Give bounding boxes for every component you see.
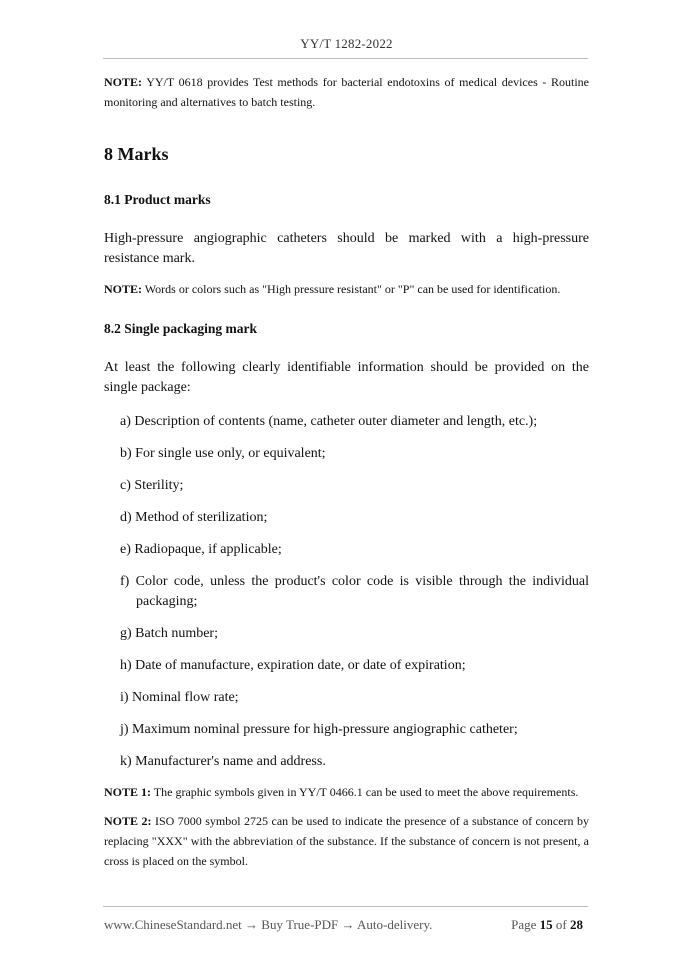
list-item: c) Sterility;	[120, 478, 184, 493]
list-item: g) Batch number;	[120, 626, 218, 641]
product-marks-paragraph: High-pressure angiographic catheters should be marked with a high-pressure resistance mark.	[104, 231, 589, 266]
footer-link[interactable]: www.ChineseStandard.net → Buy True-PDF → Auto-delivery.	[104, 917, 433, 932]
list-item: e) Radiopaque, if applicable;	[120, 542, 282, 557]
packaging-intro-paragraph: At least the following clearly identifiable information should be provided on the single package:	[104, 360, 589, 395]
page-body	[104, 72, 589, 871]
total-pages: 28	[570, 917, 583, 932]
note-text: The graphic symbols given in YY/T 0466.1 can be used to meet the above requirements.	[151, 785, 579, 799]
list-item: f) Color code, unless the product's color code is visible through the individual packaging;	[120, 574, 589, 609]
list-item: i) Nominal flow rate;	[120, 690, 239, 705]
page-of: of	[552, 917, 570, 932]
note-1-graphic-symbols	[104, 782, 589, 802]
note-text: Words or colors such as "High pressure resistant" or "P" can be used for identification.	[142, 282, 561, 296]
page-header: YY/T 1282-2022	[300, 36, 393, 51]
subsection-heading-product-marks: 8.1 Product marks	[104, 192, 211, 207]
note-identification	[104, 279, 589, 299]
list-item: a) Description of contents (name, catheter outer diameter and length, etc.);	[120, 414, 538, 429]
note-text: ISO 7000 symbol 2725 can be used to indicate the presence of a substance of concern by replacing "XXX" with the abbreviation of the substance. If the substance of concern is not present, a cross is placed on the symbol.	[104, 814, 589, 868]
list-item: d) Method of sterilization;	[120, 510, 268, 525]
note-text: YY/T 0618 provides Test methods for bacterial endotoxins of medical devices - Routine monitoring and alternatives to batch testing.	[104, 75, 589, 109]
section-heading-marks: 8 Marks	[104, 144, 169, 164]
current-page: 15	[539, 917, 553, 932]
note-bacterial-endotoxins	[104, 72, 589, 112]
subsection-heading-single-packaging-mark: 8.2 Single packaging mark	[104, 321, 258, 336]
note-label: NOTE:	[104, 282, 143, 296]
list-item: k) Manufacturer's name and address.	[120, 754, 326, 769]
list-item: j) Maximum nominal pressure for high-pressure angiographic catheter;	[120, 722, 518, 737]
note-2-iso-symbol	[104, 811, 589, 871]
packaging-info-list	[104, 412, 589, 772]
note-label: NOTE:	[104, 75, 143, 89]
page-prefix: Page	[511, 917, 540, 932]
header-divider	[103, 58, 588, 59]
footer-divider	[103, 906, 588, 907]
page-number	[511, 917, 583, 933]
list-item: h) Date of manufacture, expiration date, or date of expiration;	[120, 658, 466, 673]
note-label: NOTE 2:	[104, 814, 152, 828]
list-item: b) For single use only, or equivalent;	[120, 446, 326, 461]
note-label: NOTE 1:	[104, 785, 152, 799]
